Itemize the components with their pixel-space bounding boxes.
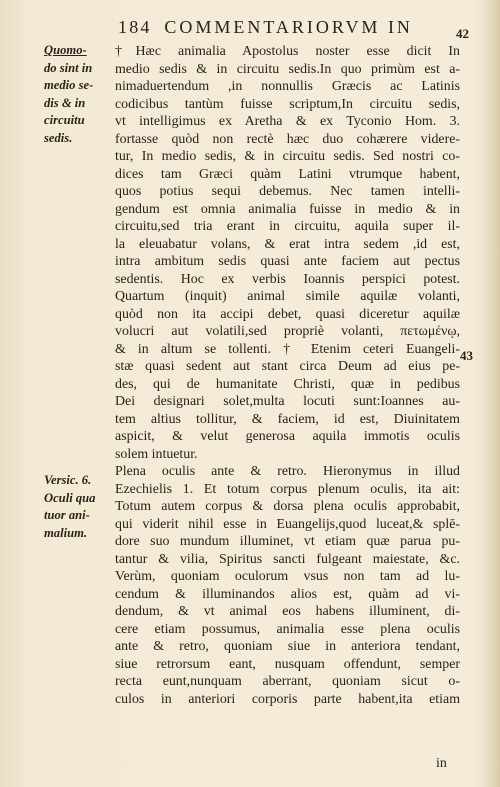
marginal-note-quomodo <box>44 42 114 147</box>
text-line: cendum & illuminandos alios est, quàm ad vi- <box>115 586 460 602</box>
marginal-note-line: malium. <box>44 525 88 540</box>
text-line: quos potius sequi debemus. Nec tamen intelli- <box>115 184 460 199</box>
page-number: 184 <box>118 17 152 37</box>
marginal-note-line: dis & in <box>44 95 86 110</box>
marginal-note-line: tuor ani- <box>44 508 90 522</box>
text-line: tem altius tollitur, & faciem, id est, Diuinitatem <box>115 411 460 427</box>
text-line: sedentis. Hoc ex verbis Ioannis perspici potest. <box>115 271 460 287</box>
text-line: Dei designari solet,multa locuti sunt:Ioannes au- <box>115 394 460 409</box>
catchword: in <box>436 756 447 771</box>
text-line: Plena oculis ante & retro. Hieronymus in illud <box>115 464 460 479</box>
text-line: culos in anteriori corporis parte habent,ita etiam <box>115 691 460 707</box>
text-line: codicibus tantùm fuisse scriptum,In circuitu sedis, <box>115 96 460 112</box>
marginal-note-versic <box>44 472 114 542</box>
page-edge-shadow <box>484 0 500 787</box>
text-line: aspicit, & velut generosa aquila immotis oculis <box>115 429 460 444</box>
paragraph-apostolus <box>115 43 460 463</box>
text-line: & in altum se tollenti. † Etenim ceteri Euangeli- <box>115 341 460 357</box>
text-line: siue retrorsum eant, nusquam offendunt, semper <box>115 656 460 672</box>
marginal-note-line: sedis. <box>44 130 73 145</box>
text-line: medio sedis & in circuitu sedis.In quo primùm est a- <box>115 61 460 77</box>
text-line: tur, In medio sedis, & in circuitu sedis. Sed nostri co- <box>115 149 460 164</box>
text-line: †Hæc animalia Apostolus noster esse dicit In <box>115 44 460 59</box>
text-line: ante & retro, quoniam siue in anteriora tendant, <box>115 639 460 654</box>
text-line: solem intuetur. <box>115 446 198 462</box>
running-header <box>118 17 488 41</box>
text-line: gendum est omnia animalia fuisse in medio & in <box>115 201 460 217</box>
marginal-note-line: Oculi qua <box>44 490 96 505</box>
marginal-note-line: Quomo- <box>44 43 87 57</box>
marginal-note-line: circuitu <box>44 113 85 127</box>
text-line: des, qui de humanitate Christi, quæ in pedibus <box>115 376 460 392</box>
text-line: recta eunt,nunquam aberrant, quoniam sicut o- <box>115 674 460 689</box>
text-line: circuitu,sed tria erant in circuitu, aquila super il- <box>115 219 460 234</box>
text-line: quòd non ita accipi debet, quasi diceretur aquilæ <box>115 306 460 322</box>
marginal-note-line: Versic. 6. <box>44 473 92 487</box>
text-line: Verùm, quoniam oculorum vsus non tam ad lu- <box>115 569 460 584</box>
text-line: volucri aut volatili,sed propriè volanti, πετωμένῳ, <box>115 324 460 339</box>
text-line: dices tam Græci quàm Latini vtrumque habent, <box>115 166 460 182</box>
text-line: stæ quasi sedent aut stant circa Deum ad eius pe- <box>115 359 460 374</box>
margin-number-top: 42 <box>456 26 469 41</box>
text-line: Totum autem corpus & dorsa plena oculis approbabit, <box>115 499 460 514</box>
text-line: la eleuabatur volans, & erat intra sedem ,id est, <box>115 236 460 252</box>
text-line: vt intelligimus ex Aretha & ex Tyconio Hom. 3. <box>115 114 460 129</box>
text-line: fortasse quòd non rectè hæc duo cohærere videre- <box>115 131 460 147</box>
running-title: COMMENTARIORVM IN <box>164 17 413 37</box>
text-line: qui viderit nihil esse in Euangelijs,quod luceat,& splē- <box>115 516 460 532</box>
text-line: intra ambitum sedis quasi ante faciem aut pectus <box>115 254 460 269</box>
text-line: dore suo mundum illuminet, vt etiam quæ parua pu- <box>115 534 460 549</box>
marginal-note-line: do sint in <box>44 60 93 75</box>
text-line: nimaduertendum ,in nonnullis Græcis ac Latinis <box>115 79 460 94</box>
marginal-note-line: medio se- <box>44 78 94 92</box>
text-line: dendum, & vt animal eos habens illuminent, di- <box>115 604 460 619</box>
text-line: Ezechielis 1. Et totum corpus plenum oculis, ita ait: <box>115 481 460 497</box>
paragraph-plena-oculis <box>115 463 460 708</box>
margin-number-mid: 43 <box>460 348 473 363</box>
main-text <box>115 43 460 708</box>
text-line: cere etiam possumus, animalia esse plena oculis <box>115 621 460 637</box>
text-line: tantur & vilia, Spiritus sancti fulgeant maiestate, &c. <box>115 551 460 567</box>
text-line: Quartum (inquit) animal simile aquilæ volanti, <box>115 289 460 304</box>
